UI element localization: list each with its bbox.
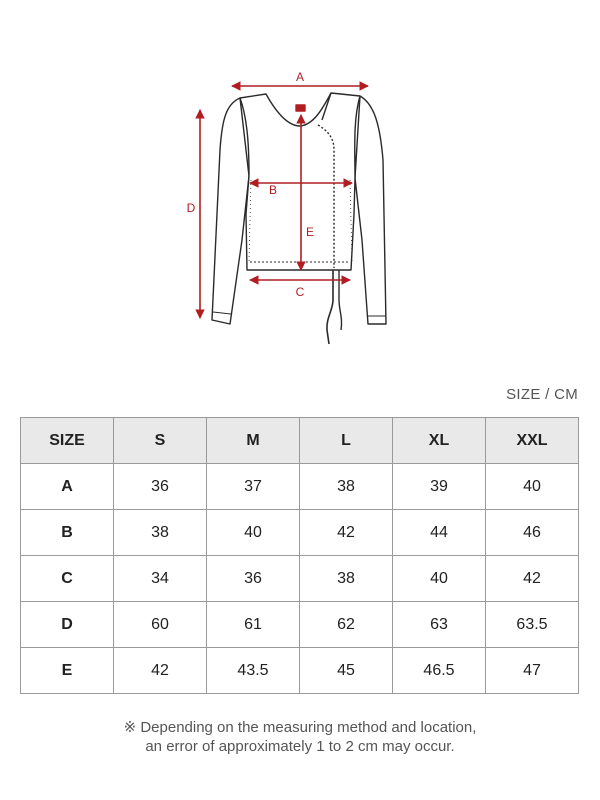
row-label: A xyxy=(21,464,114,510)
row-label: C xyxy=(21,556,114,602)
table-cell: 61 xyxy=(207,602,300,648)
table-cell: 38 xyxy=(114,510,207,556)
table-cell: 36 xyxy=(207,556,300,602)
garment-diagram xyxy=(0,0,600,360)
table-cell: 40 xyxy=(207,510,300,556)
table-cell: 39 xyxy=(393,464,486,510)
table-cell: 46.5 xyxy=(393,648,486,694)
header-size: SIZE xyxy=(21,418,114,464)
right-sleeve xyxy=(355,96,386,324)
label-a: A xyxy=(295,70,305,84)
table-cell: 40 xyxy=(486,464,579,510)
table-cell: 38 xyxy=(300,556,393,602)
drawstring xyxy=(327,270,333,344)
table-cell: 40 xyxy=(393,556,486,602)
table-row xyxy=(21,510,579,556)
table-header-row xyxy=(21,418,579,464)
label-c: C xyxy=(295,285,305,299)
table-cell: 47 xyxy=(486,648,579,694)
table-cell: 42 xyxy=(486,556,579,602)
table-cell: 63.5 xyxy=(486,602,579,648)
header-m: M xyxy=(207,418,300,464)
table-cell: 44 xyxy=(393,510,486,556)
table-row xyxy=(21,602,579,648)
header-xl: XL xyxy=(393,418,486,464)
brand-tag xyxy=(296,105,305,111)
header-s: S xyxy=(114,418,207,464)
table-cell: 46 xyxy=(486,510,579,556)
header-l: L xyxy=(300,418,393,464)
table-row xyxy=(21,464,579,510)
cardigan-drawing xyxy=(212,93,386,344)
unit-label: SIZE / CM xyxy=(506,386,578,403)
note-line-1: ※ Depending on the measuring method and location, xyxy=(123,719,477,736)
table-cell: 37 xyxy=(207,464,300,510)
table-cell: 60 xyxy=(114,602,207,648)
row-label: E xyxy=(21,648,114,694)
label-b: B xyxy=(268,183,278,197)
size-table xyxy=(20,417,579,694)
left-sleeve xyxy=(212,98,249,324)
row-label: B xyxy=(21,510,114,556)
table-cell: 42 xyxy=(114,648,207,694)
table-cell: 42 xyxy=(300,510,393,556)
table-row xyxy=(21,648,579,694)
table-row xyxy=(21,556,579,602)
table-cell: 63 xyxy=(393,602,486,648)
label-d: D xyxy=(186,201,196,215)
table-cell: 43.5 xyxy=(207,648,300,694)
table-cell: 62 xyxy=(300,602,393,648)
table-cell: 45 xyxy=(300,648,393,694)
note-line-2: an error of approximately 1 to 2 cm may occur. xyxy=(145,738,455,755)
table-cell: 36 xyxy=(114,464,207,510)
measurement-note xyxy=(0,718,600,756)
header-xxl: XXL xyxy=(486,418,579,464)
label-e: E xyxy=(305,225,315,239)
row-label: D xyxy=(21,602,114,648)
body xyxy=(240,93,360,270)
table-cell: 34 xyxy=(114,556,207,602)
table-cell: 38 xyxy=(300,464,393,510)
